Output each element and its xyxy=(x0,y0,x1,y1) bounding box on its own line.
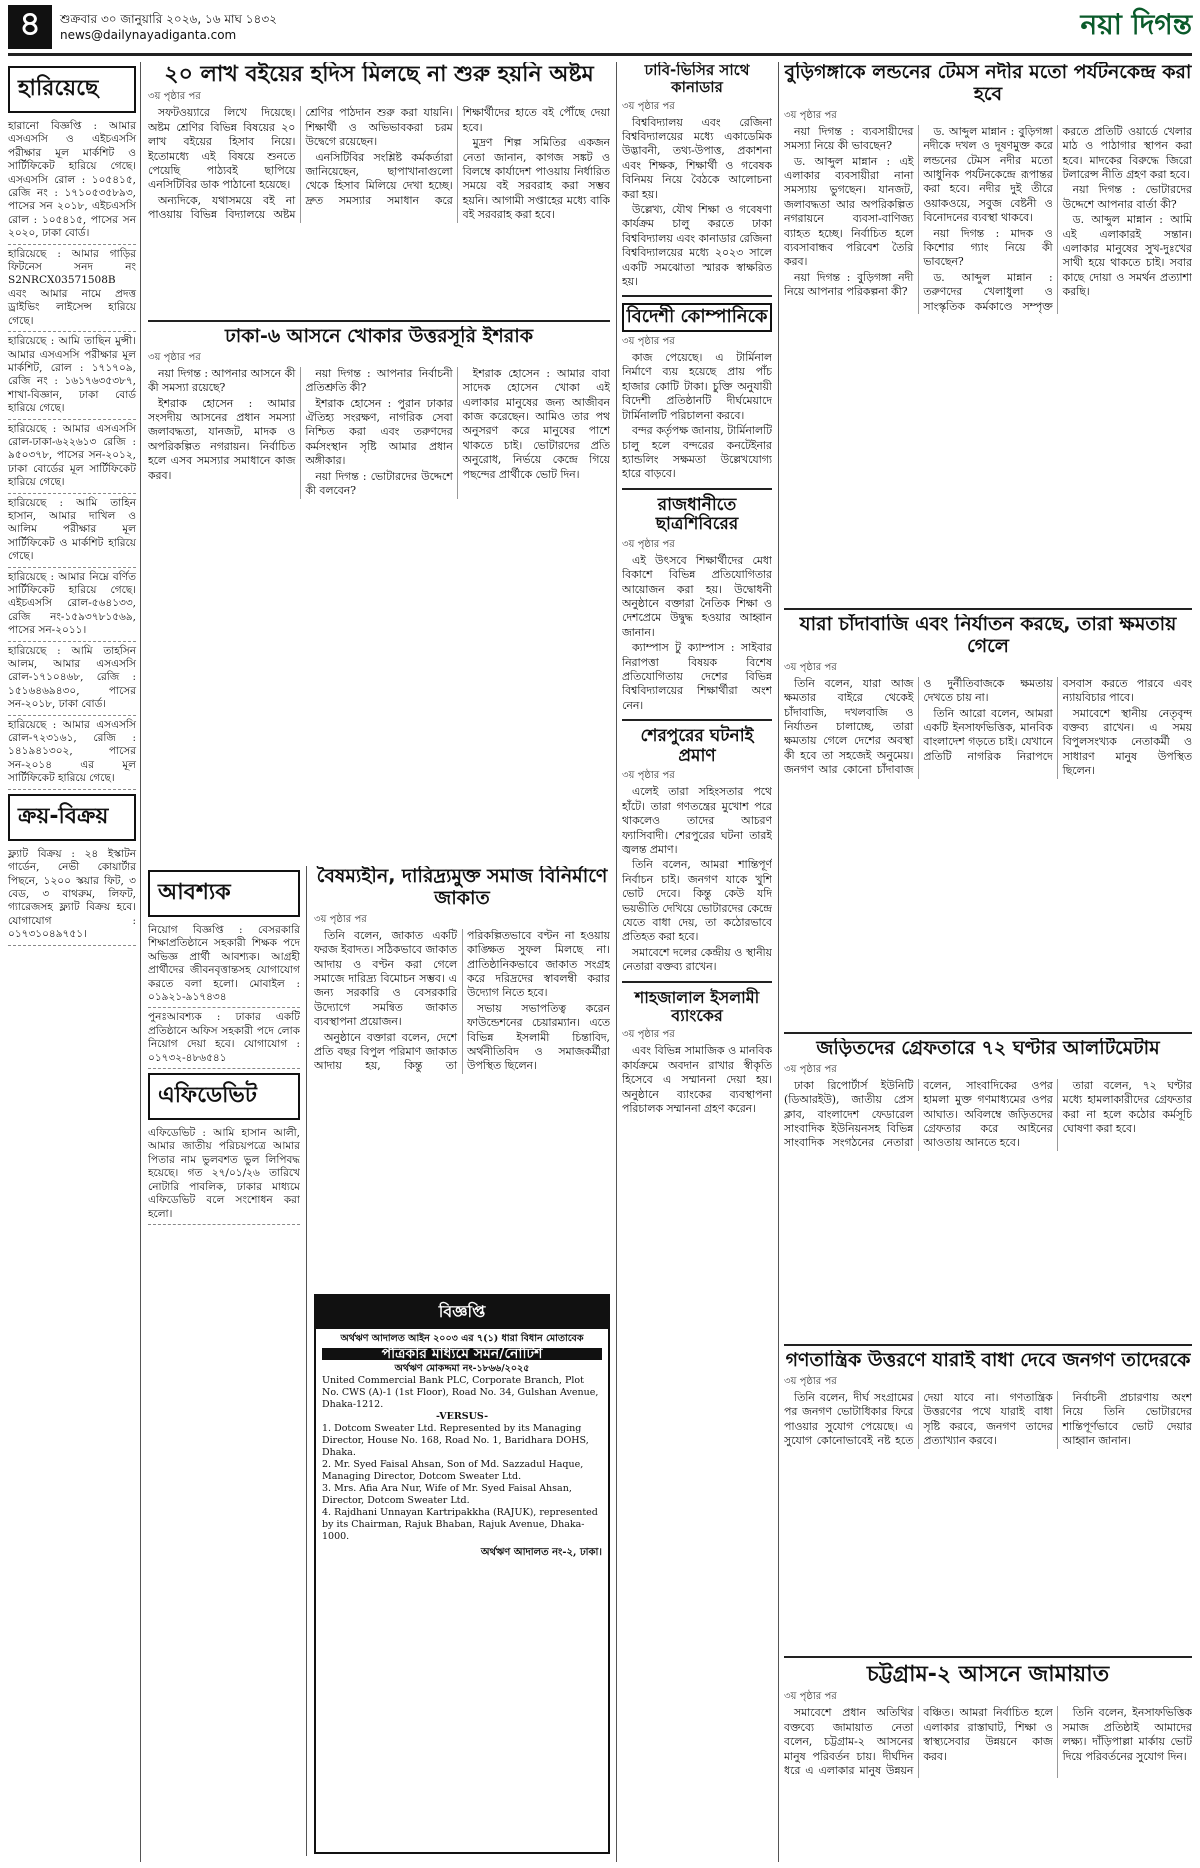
article-dateline: ৩য় পৃষ্ঠার পর xyxy=(784,109,837,121)
lead-headline[interactable]: ২০ লাখ বইয়ের হদিস মিলছে না শুরু হয়নি অষ্টম xyxy=(164,62,594,87)
notice-title: পত্রিকার মাধ্যমে সমন/নোটিশ xyxy=(322,1348,602,1360)
article-headline[interactable]: রাজধানীতে ছাত্রশিবিরের xyxy=(655,494,739,535)
article-body xyxy=(784,1706,1192,1778)
lead-paragraph: সফটওয়্যারে লিখে দিয়েছে। অষ্টম শ্রেণির বিভিন্ন বিষয়ের ২০ লাখ বইয়ের হিসাব নিয়ে। ইতোমধ্যে এই বিষয়ে শুনতে পেয়েছি পাঠ্যবই ছাপিয়ে এনসিটিবির ডাক পাঠানো হয়েছে। xyxy=(148,106,296,192)
article-paragraph: নয়া দিগন্ত : ব্যবসায়ীদের সমস্যা নিয়ে কী ভাবছেন? xyxy=(784,124,914,153)
lead-paragraph: মুদ্রণ শিল্প সমিতির একজন নেতা জানান, কাগজ সঙ্কট ও বিলম্বে কার্যাদেশ পাওয়ায় নির্ধারিত সময়ে বই সরবরাহ করা সম্ভব হয়নি। আগামী সপ্তাহের মধ্যে বাকি বই সরবরাহ করা হবে। xyxy=(462,136,610,222)
article-paragraph: এবং বিভিন্ন সামাজিক ও মানবিক কার্যক্রমে অবদান রাখার স্বীকৃতি হিসেবে এ সম্মাননা দেয়া হয়। অনুষ্ঠানে ব্যাংকের ব্যবস্থাপনা পরিচালক সম্মাননা গ্রহণ করেন। xyxy=(622,1044,772,1116)
section-rule xyxy=(622,488,772,490)
article-paragraph: ইশরাক হোসেন : আমার সংসদীয় আসনের প্রধান সমস্যা জলাবদ্ধতা, যানজট, মাদক ও অপরিকল্পিত নগরায়ন। নির্বাচিত হলে এসব সমস্যার সমাধানে কাজ করব। xyxy=(148,396,296,482)
article-paragraph: নয়া দিগন্ত : ভোটারদের উদ্দেশে কী বলবেন? xyxy=(305,469,453,498)
article-headline[interactable]: ঢাবি-ভিসির সাথে কানাডার xyxy=(644,62,750,97)
article-paragraph: সমাবেশে দলের কেন্দ্রীয় ও স্থানীয় নেতারা বক্তব্য রাখেন। xyxy=(622,945,772,974)
lost-section-heading: হারিয়েছে xyxy=(8,66,136,113)
article-dateline: ৩য় পৃষ্ঠার পর xyxy=(314,913,367,925)
column-rule xyxy=(140,62,141,1862)
article-paragraph: তারা বলেন, ৭২ ঘণ্টার মধ্যে হামলাকারীদের গ্রেফতার করা না হলে কঠোর কর্মসূচি ঘোষণা করা হবে। xyxy=(1062,1078,1192,1136)
article-headline[interactable]: যারা চাঁদাবাজি এবং নির্যাতন করছে, তারা ক্ষমতায় গেলে xyxy=(799,614,1177,657)
article-paragraph: ড. আব্দুল মান্নান : বুড়িগঙ্গা নদীকে দখল ও দূষণমুক্ত করে লন্ডনের টেমস নদীর মতো আধুনিক পর্যটনকেন্দ্রে রূপান্তর করা হবে। নদীর দুই তীরে ওয়াকওয়ে, সবুজ বেষ্টনী ও বিনোদনের ব্যবস্থা থাকবে। xyxy=(923,124,1053,225)
article-body xyxy=(314,929,610,1075)
sale-item: ফ্ল্যাট বিক্রয় : ২৪ ইস্কাটন গার্ডেন, নেভী কোয়ার্টার পিছনে, ১২০০ স্কয়ার ফিট, ৩ বেড, ৩ বাথরুম, লিফট, গ্যারেজসহ ফ্ল্যাট বিক্রয় হবে। যোগাযোগ : ০১৭৩১০৪৯৭৫১। xyxy=(8,845,136,946)
wanted-heading: আবশ্যক xyxy=(148,870,300,917)
article-sherpur xyxy=(622,727,772,974)
notice-plaintiff: United Commercial Bank PLC, Corporate Branch, Plot No. CWS (A)-1 (1st Floor), Road No. 34, Gulshan Avenue, Dhaka-1212. xyxy=(322,1375,599,1410)
article-body xyxy=(784,125,1192,314)
article-headline[interactable]: চট্টগ্রাম-২ আসনে জামায়াত xyxy=(866,1662,1110,1687)
article-dateline: ৩য় পৃষ্ঠার পর xyxy=(622,770,675,782)
article-paragraph: ক্যাম্পাস টু ক্যাম্পাস : সাইবার নিরাপত্তা বিষয়ক বিশেষ প্রতিযোগিতায় দেশের বিভিন্ন বিশ্ববিদ্যালয়ের শিক্ষার্থীরা অংশ নেন। xyxy=(622,641,772,712)
article-dateline: ৩য় পৃষ্ঠার পর xyxy=(784,1375,837,1387)
article-dateline: ৩য় পৃষ্ঠার পর xyxy=(148,351,201,363)
section-rule xyxy=(148,320,610,322)
article-dateline: ৩য় পৃষ্ঠার পর xyxy=(622,538,675,550)
notice-versus: -VERSUS- xyxy=(435,1411,489,1422)
page-number: ৪ xyxy=(8,5,52,49)
page-columns xyxy=(8,62,1192,1862)
masthead-meta xyxy=(60,11,277,43)
ads-column xyxy=(148,866,300,1856)
section-rule xyxy=(622,981,772,983)
article-headline[interactable]: শেরপুরের ঘটনাই প্রমাণ xyxy=(640,726,754,766)
lost-item: হারিয়েছে : আমার এসএসসি রোল-ঢাকা-৬২২৬১৩ রেজি : ৯৫০৩৭৮, পাসের সন-২০১২, ঢাকা বোর্ডের মূল সার্টিফিকেট হারিয়ে গেছে। xyxy=(8,420,136,494)
newspaper-logo: নয়া দিগন্ত xyxy=(1080,8,1192,41)
notice-defendant: 2. Mr. Syed Faisal Ahsan, Son of Md. Sazzadul Haque, Managing Director, Dotcom Sweater Ltd. xyxy=(322,1459,584,1482)
notice-case-no: অর্থঋণ মোকদ্দমা নং-১৮৬৬/২০২৫ xyxy=(394,1363,530,1374)
article-dateline: ৩য় পৃষ্ঠার পর xyxy=(622,336,675,348)
lead-paragraph: এনসিটিবির সংশ্লিষ্ট কর্মকর্তারা জানিয়েছেন, ছাপাখানাগুলো থেকে হিসাব মিলিয়ে দেখা হচ্ছে। দ্রুত সমস্যার সমাধান করে শিক্ষার্থীদের হাতে বই পৌঁছে দেয়া হবে। xyxy=(305,106,610,207)
article-body xyxy=(784,677,1192,779)
article-buriganga xyxy=(784,62,1192,602)
legal-notice-box xyxy=(314,1294,610,1854)
notice-signature: অর্থঋণ আদালত নং-২, ঢাকা। xyxy=(480,1547,602,1558)
article-headline[interactable]: জড়িতদের গ্রেফতারে ৭২ ঘণ্টার আলটিমেটাম xyxy=(816,1038,1160,1059)
article-dateline: ৩য় পৃষ্ঠার পর xyxy=(784,661,837,673)
article-paragraph: নয়া দিগন্ত : আপনার নির্বাচনী প্রতিশ্রুতি কী? xyxy=(305,366,453,395)
article-paragraph: নয়া দিগন্ত : আপনার আসনে কী কী সমস্যা রয়েছে? xyxy=(148,366,296,395)
affidavit-ad: এফিডেভিট : আমি হাসান আলী, আমার জাতীয় পরিচয়পত্রে আমার পিতার নাম ভুলবশত ভুল লিপিবদ্ধ হয়েছে। গত ২৭/০১/২৬ তারিখে নোটারি পাবলিক, ঢাকার মাধ্যমে এফিডেভিট বলে সংশোধন করা হলো। xyxy=(148,1124,300,1225)
article-paragraph: তিনি বলেন, ইনসাফভিত্তিক সমাজ প্রতিষ্ঠাই আমাদের লক্ষ্য। দাঁড়িপাল্লা মার্কায় ভোট দিয়ে পরিবর্তনের সুযোগ দিন। xyxy=(1062,1706,1192,1763)
lost-item: হারিয়েছে : আমার গাড়ির ফিটনেস সনদ নং S2NRCX03571508B এবং আমার নামে প্রদত্ত ড্রাইভিং লাইসেন্স হারিয়ে গেছে। xyxy=(8,245,136,332)
article-paragraph: ইশরাক হোসেন : আমার বাবা সাদেক হোসেন খোকা এই এলাকার মানুষের জন্য আজীবন কাজ করেছেন। আমিও তার পথ অনুসরণ করে মানুষের পাশে থাকতে চাই। ভোটারদের প্রতি অনুরোধ, নির্ভয়ে কেন্দ্রে গিয়ে পছন্দের প্রার্থীকে ভোট দিন। xyxy=(462,366,610,481)
article-paragraph: এই উৎসবে শিক্ষার্থীদের মেধা বিকাশে বিভিন্ন প্রতিযোগিতার আয়োজন করা হয়। উদ্বোধনী অনুষ্ঠানে বক্তারা নৈতিক শিক্ষা ও দেশপ্রেমে উদ্বুদ্ধ হওয়ার আহ্বান জানান। xyxy=(622,553,772,639)
notice-band: বিজ্ঞপ্তি xyxy=(316,1296,608,1329)
section-rule xyxy=(784,1656,1192,1658)
article-paragraph: সভায় সভাপতিত্ব করেন ফাউন্ডেশনের চেয়ারম্যান। এতে বিভিন্ন ইসলামী চিন্তাবিদ, অর্থনীতিবিদ ও সমাজকর্মীরা উপস্থিত ছিলেন। xyxy=(467,1001,610,1073)
notice-defendant: 3. Mrs. Afia Ara Nur, Wife of Mr. Syed Faisal Ahsan, Director, Dotcom Sweater Ltd. xyxy=(322,1483,572,1506)
article-du-vc xyxy=(622,62,772,289)
article-paragraph: সমাবেশে স্থানীয় নেতৃবৃন্দ বক্তব্য রাখেন। এ সময় বিপুলসংখ্যক নেতাকর্মী ও সাধারণ মানুষ উপস্থিত ছিলেন। xyxy=(1062,706,1192,778)
lead-body xyxy=(148,106,610,222)
lead-paragraph: অন্যদিকে, যথাসময়ে বই না পাওয়ায় বিভিন্ন বিদ্যালয়ে অষ্টম শ্রেণির পাঠদান শুরু করা যায়নি। শিক্ষার্থী ও অভিভাবকরা চরম উদ্বেগে রয়েছেন। xyxy=(148,106,453,222)
article-extortion xyxy=(784,614,1192,1026)
article-paragraph: অনুষ্ঠানে বক্তারা বলেন, দেশে প্রতি বছর বিপুল পরিমাণ জাকাত আদায় হয়, কিন্তু তা পরিকল্পিতভাবে বণ্টন না হওয়ায় কাঙ্ক্ষিত সুফল মিলছে না। প্রাতিষ্ঠানিকভাবে জাকাত সংগ্রহ করে দরিদ্রদের স্বাবলম্বী করার উদ্যোগ নিতে হবে। xyxy=(314,928,610,1073)
article-paragraph: এলেই তারা সহিংসতার পথে হাঁটে। তারা গণতন্ত্রের মুখোশ পরে থাকলেও তাদের আচরণ ফ্যাসিবাদী। শেরপুরের ঘটনা তারই জ্বলন্ত প্রমাণ। xyxy=(622,785,772,856)
article-paragraph: তিনি বলেন, জাকাত একটি ফরজ ইবাদত। সঠিকভাবে জাকাত আদায় ও বণ্টন করা গেলে সমাজে দারিদ্র্য বিমোচন সম্ভব। এ জন্য সরকারি ও বেসরকারি উদ্যোগে সমন্বিত জাকাত ব্যবস্থাপনা প্রয়োজন। xyxy=(314,928,457,1029)
section-rule xyxy=(622,719,772,721)
article-headline[interactable]: ঢাকা-৬ আসনে খোকার উত্তরসূরি ইশরাক xyxy=(224,326,534,347)
lost-item: হারিয়েছে : আমার নিম্নে বর্ণিত সার্টিফিকেট হারিয়ে গেছে। এইচএসসি রোল-৫৬৪১৩৩, রেজি নং-১৫৯৩৭৮১৫৬৯, পাসের সন-২০১১। xyxy=(8,568,136,642)
section-rule xyxy=(784,608,1192,610)
article-dateline: ৩য় পৃষ্ঠার পর xyxy=(784,1063,837,1075)
column-rule xyxy=(306,866,307,1856)
wanted-ad: পুনঃআবশ্যক : ঢাকার একটি প্রতিষ্ঠানে অফিস সহকারী পদে লোক নিয়োগ দেয়া হবে। যোগাযোগ : ০১৭৩২-৪৮৬৫৪১ xyxy=(148,1008,300,1069)
article-paragraph: বিশ্ববিদ্যালয় এবং রেজিনা বিশ্ববিদ্যালয়ের মধ্যে একাডেমিক উদ্ভাবনী, তথ্য-উপাত্ত, প্রকাশনা এবং শিক্ষক, শিক্ষার্থী ও গবেষক বিনিময় নিয়ে বৈঠকে আলোচনা করা হয়। xyxy=(622,115,772,201)
article-paragraph: নয়া দিগন্ত : ভোটারদের উদ্দেশে আপনার বার্তা কী? xyxy=(1062,183,1192,211)
column-rule xyxy=(778,62,779,1862)
article-ultimatum xyxy=(784,1038,1192,1338)
section-rule xyxy=(784,1032,1192,1034)
article-shahjalal xyxy=(622,989,772,1117)
article-paragraph: ড. আব্দুল মান্নান : তরুণদের খেলাধুলা ও সাংস্কৃতিক কর্মকাণ্ডে সম্পৃক্ত করতে প্রতিটি ওয়ার্ডে খেলার মাঠ ও পাঠাগার স্থাপন করা হবে। মাদকের বিরুদ্ধে জিরো টলারেন্স নীতি গ্রহণ করা হবে। xyxy=(923,124,1192,313)
article-paragraph: নির্বাচনী প্রচারণায় অংশ নিয়ে তিনি ভোটারদের শান্তিপূর্ণভাবে ভোট দেয়ার আহ্বান জানান। xyxy=(1062,1390,1192,1448)
article-shibir xyxy=(622,496,772,714)
article-foreign-company xyxy=(622,303,772,481)
article-paragraph: সমাবেশে প্রধান অতিথির বক্তব্যে জামায়াত নেতা বলেন, চট্টগ্রাম-২ আসনের মানুষ পরিবর্তন চায়। দীর্ঘদিন ধরে এ এলাকার মানুষ উন্নয়ন বঞ্চিত। আমরা নির্বাচিত হলে এলাকার রাস্তাঘাট, শিক্ষা ও স্বাস্থ্যসেবার উন্নয়নে কাজ করব। xyxy=(784,1706,1053,1777)
lost-list xyxy=(8,117,136,790)
notice-defendant: 4. Rajdhani Unnayan Kartripakkha (RAJUK), represented by its Chairman, Rajuk Bhaban, Rajuk Avenue, Dhaka-1000. xyxy=(322,1507,598,1542)
lost-item: হারানো বিজ্ঞপ্তি : আমার এসএসসি ও এইচএসসি পরীক্ষার মূল মার্কশিট ও সার্টিফিকেট হারিয়ে গেছে। এসএসসি রোল : ১০৫৪১৫, রেজি নং : ১৭১০৫৩৫৮৯৩, পাসের সন ২০১৮, এইচএসসি রোল : ১০৫৪১৫, পাসের সন ২০২০, ঢাকা বোর্ড। xyxy=(8,117,136,245)
article-dhaka6 xyxy=(148,326,610,860)
article-headline[interactable]: বুড়িগঙ্গাকে লন্ডনের টেমস নদীর মতো পর্যটনকেন্দ্র করা হবে xyxy=(784,62,1192,105)
column-rule xyxy=(616,62,617,1862)
article-body xyxy=(148,367,610,499)
article-paragraph: নয়া দিগন্ত : মাদক ও কিশোর গ্যাং নিয়ে কী ভাবছেন? xyxy=(923,226,1053,269)
lead-dateline: ৩য় পৃষ্ঠার পর xyxy=(148,91,201,103)
article-headline[interactable]: বৈষম্যহীন, দারিদ্র্যমুক্ত সমাজ বিনির্মাণে জাকাত xyxy=(316,866,608,909)
section-rule xyxy=(784,1344,1192,1346)
article-paragraph: উল্লেখ্য, যৌথ শিক্ষা ও গবেষণা কার্যক্রম চালু করতে ঢাকা বিশ্ববিদ্যালয় এবং কানাডার রেজিনা বিশ্ববিদ্যালয়ের মধ্যে ২০২৩ সালে একটি সমঝোতা স্মারক স্বাক্ষরিত হয়। xyxy=(622,202,772,288)
masthead xyxy=(8,0,1192,56)
article-headline[interactable]: শাহজালাল ইসলামী ব্যাংকের xyxy=(634,987,760,1026)
article-paragraph: তিনি বলেন, আমরা শান্তিপূর্ণ নির্বাচন চাই। জনগণ যাকে খুশি ভোট দেবে। কিন্তু কেউ যদি ভয়ভীতি দেখিয়ে ভোটারদের কেন্দ্রে যেতে বাধা দেয়, তা কঠোরভাবে প্রতিহত করা হবে। xyxy=(622,858,772,944)
lost-item: হারিয়েছে : আমার এসএসসি রোল-৭২৩১৬১, রেজি : ১৪১৯৪১৩০২, পাসের সন-২০১৪ এর মূল সার্টিফিকেট হারিয়ে গেছে। xyxy=(8,716,136,790)
article-body xyxy=(784,1391,1192,1449)
article-paragraph: ড. আব্দুল মান্নান : এই এলাকার ব্যবসায়ীরা নানা সমস্যায় ভুগছেন। যানজট, জলাবদ্ধতা আর অপরিকল্পিত নগরায়নে ব্যবসা-বাণিজ্য ব্যাহত হচ্ছে। নির্বাচিত হলে ব্যবসাবান্ধব পরিবেশ তৈরি করব। xyxy=(784,154,914,269)
article-dateline: ৩য় পৃষ্ঠার পর xyxy=(784,1691,837,1703)
affidavit-heading: এফিডেভিট xyxy=(148,1073,300,1120)
article-paragraph: কাজ পেয়েছে। এ টার্মিনাল নির্মাণে ব্যয় হয়েছে প্রায় পাঁচ হাজার কোটি টাকা। চুক্তি অনুযায়ী বিদেশী প্রতিষ্ঠানটি দীর্ঘমেয়াদে টার্মিনালটি পরিচালনা করবে। xyxy=(622,351,772,422)
section-rule xyxy=(622,295,772,297)
wanted-ad: নিয়োগ বিজ্ঞপ্তি : বেসরকারি শিক্ষাপ্রতিষ্ঠানে সহকারী শিক্ষক পদে অভিজ্ঞ প্রার্থী আবশ্যক। আগ্রহী প্রার্থীদের জীবনবৃত্তান্তসহ যোগাযোগ করতে বলা হলো। মোবাইল : ০১৯২১-৯১৭৪৩৪ xyxy=(148,921,300,1008)
article-headline[interactable]: বিদেশী কোম্পানিকে xyxy=(622,303,772,332)
article-dateline: ৩য় পৃষ্ঠার পর xyxy=(622,1029,675,1041)
article-chattogram xyxy=(784,1662,1192,1856)
article-paragraph: ঢাকা রিপোর্টার্স ইউনিটি (ডিআরইউ), জাতীয় প্রেস ক্লাব, বাংলাদেশ ফেডারেল সাংবাদিক ইউনিয়নসহ বিভিন্ন সাংবাদিক সংগঠনের নেতারা বলেন, সাংবাদিকের ওপর হামলা মুক্ত গণমাধ্যমের ওপর আঘাত। অবিলম্বে জড়িতদের গ্রেফতার করে আইনের আওতায় আনতে হবে। xyxy=(784,1078,1053,1150)
article-paragraph: ড. আব্দুল মান্নান : আমি এই এলাকারই সন্তান। এলাকার মানুষের সুখ-দুঃখের সাথী হয়ে থাকতে চাই। সবার কাছে দোয়া ও সমর্থন প্রত্যাশা করছি। xyxy=(1062,213,1192,299)
lost-item: হারিয়েছে : আমি তাহসিন আলম, আমার এসএসসি রোল-১৭১০৪৬৮, রেজি : ১৫১৬৪৬৯৪৩০, পাসের সন-২০১৮, ঢাকা বোর্ড। xyxy=(8,642,136,716)
notice-subtitle: অর্থঋণ আদালত আইন ২০০৩ এর ৭(১) ধারা বিধান মোতাবেক xyxy=(340,1333,584,1344)
lost-item: হারিয়েছে : আমি তাহিন হাসান, আমার দাখিল ও আলিম পরীক্ষার মূল সার্টিফিকেট ও মার্কশিট হারিয়ে গেছে। xyxy=(8,494,136,568)
article-zakat xyxy=(314,866,610,1286)
article-headline[interactable]: গণতান্ত্রিক উত্তরণে যারাই বাধা দেবে জনগণ তাদেরকে xyxy=(785,1350,1191,1371)
article-paragraph: নয়া দিগন্ত : বুড়িগঙ্গা নদী নিয়ে আপনার পরিকল্পনা কী? xyxy=(784,270,914,299)
article-democracy xyxy=(784,1350,1192,1650)
contact-email[interactable]: news@dailynayadiganta.com xyxy=(60,27,237,42)
notice-defendant: 1. Dotcom Sweater Ltd. Represented by its Managing Director, House No. 168, Road No. 1, Baridhara DOHS, Dhaka. xyxy=(322,1423,589,1458)
center-column xyxy=(622,62,772,1862)
article-paragraph: তিনি বলেন, যারা আজ ক্ষমতার বাইরে থেকেই চাঁদাবাজি, দখলবাজি ও নির্যাতন চালাচ্ছে, তারা ক্ষমতায় গেলে দেশের অবস্থা কী হবে তা সহজেই অনুমেয়। জনগণ আর কোনো চাঁদাবাজ ও দুর্নীতিবাজকে ক্ষমতায় দেখতে চায় না। xyxy=(784,676,1053,777)
lead-story xyxy=(148,62,610,316)
classifieds-column xyxy=(8,62,136,946)
article-paragraph: তিনি বলেন, দীর্ঘ সংগ্রামের পর জনগণ ভোটাধিকার ফিরে পাওয়ার সুযোগ পেয়েছে। এ সুযোগ কোনোভাবেই নষ্ট হতে দেয়া যাবে না। গণতান্ত্রিক উত্তরণের পথে যারাই বাধা সৃষ্টি করবে, জনগণ তাদের প্রত্যাখ্যান করবে। xyxy=(784,1390,1053,1448)
article-body xyxy=(784,1079,1192,1151)
issue-date: শুক্রবার ৩০ জানুয়ারি ২০২৬, ১৬ মাঘ ১৪৩২ xyxy=(60,11,277,26)
sale-section-heading: ক্রয়-বিক্রয় xyxy=(8,794,136,841)
lost-item: হারিয়েছে : আমি তাছিন মুন্সী। আমার এসএসসি পরীক্ষার মূল মার্কশিট, রোল : ১৭১৭০৯, রেজি নং : ১৬১৭৬৩৫৩৮৭, শাখা-বিজ্ঞান, ঢাকা বোর্ড হারিয়ে গেছে। xyxy=(8,332,136,419)
article-paragraph: তিনি আরো বলেন, আমরা একটি ইনসাফভিত্তিক, মানবিক বাংলাদেশ গড়তে চাই। যেখানে প্রতিটি নাগরিক নিরাপদে বসবাস করতে পারবে এবং ন্যায়বিচার পাবে। xyxy=(923,676,1192,763)
article-paragraph: ইশরাক হোসেন : পুরান ঢাকার ঐতিহ্য সংরক্ষণ, নাগরিক সেবা নিশ্চিত করা এবং তরুণদের কর্মসংস্থান সৃষ্টি আমার প্রধান অঙ্গীকার। xyxy=(305,396,453,468)
notice-body xyxy=(316,1329,608,1563)
article-dateline: ৩য় পৃষ্ঠার পর xyxy=(622,100,675,112)
article-paragraph: বন্দর কর্তৃপক্ষ জানায়, টার্মিনালটি চালু হলে বন্দরের কনটেইনার হ্যান্ডলিং সক্ষমতা উল্লেখযোগ্য হারে বাড়বে। xyxy=(622,424,772,481)
